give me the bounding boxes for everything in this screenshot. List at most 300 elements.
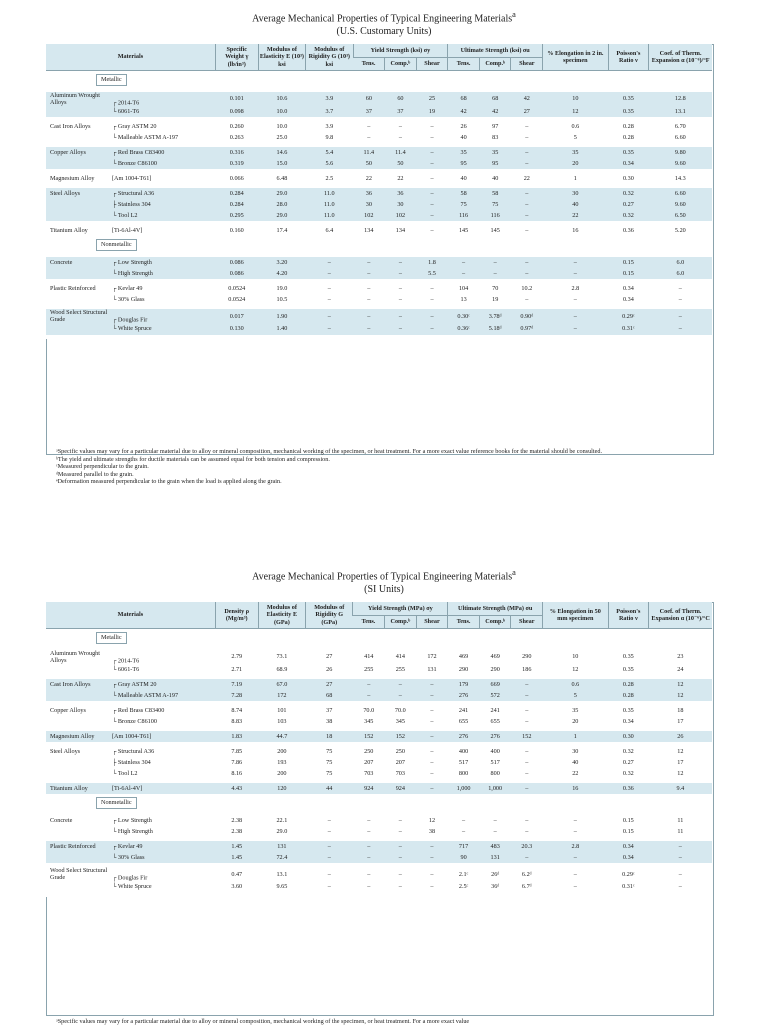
- table-cell: –: [353, 268, 385, 279]
- table-cell: 1,000: [448, 783, 480, 794]
- table-cell: –: [416, 294, 448, 305]
- table-cell: 36: [385, 188, 417, 199]
- table-row: [46, 757, 712, 768]
- table-cell: 0.27: [608, 199, 649, 210]
- table-cell: –: [416, 841, 448, 852]
- material-name: ┌ Gray ASTM 20: [112, 123, 157, 131]
- table-cell: 16: [543, 225, 608, 236]
- material-name: ┌ Low Strength: [112, 816, 152, 824]
- footnote: ᶜMeasured perpendicular to the grain.: [56, 463, 149, 471]
- table-cell: 12: [649, 746, 712, 757]
- table-cell: 6.0: [649, 257, 712, 268]
- table-cell: 0.316: [215, 147, 258, 158]
- table-cell: 50: [353, 158, 385, 169]
- table-cell: 72.4: [258, 852, 305, 863]
- table-cell: –: [353, 132, 385, 143]
- table-cell: –: [306, 294, 353, 305]
- table-cell: 0.284: [215, 188, 258, 199]
- footnote: ᵃSpecific values may vary for a particular material due to alloy or mineral composition, mechanical working of the specimen, or heat treatment. For a more exact value reference books for the material should be consulted.: [56, 448, 602, 455]
- table-cell: 18: [649, 705, 712, 716]
- material-label: [46, 132, 215, 143]
- table-cell: 0.31ᶜ: [608, 882, 649, 893]
- subheader-tens-yield: Tens.: [353, 57, 385, 71]
- table-cell: 0.29ᶜ: [608, 867, 649, 882]
- material-name: ┌ Low Strength: [112, 258, 152, 266]
- table-cell: –: [353, 324, 385, 335]
- footnote: ᵃSpecific values may vary for a particular material due to alloy or mineral composition, mechanical working of the specimen, or heat treatment. For a more exact value: [56, 1018, 470, 1025]
- footnote: ᵈMeasured parallel to the grain.: [56, 470, 134, 478]
- table-cell: –: [306, 852, 353, 863]
- table-cell: 0.086: [215, 268, 258, 279]
- table-cell: –: [448, 826, 480, 837]
- table-cell: 241: [448, 705, 480, 716]
- table-cell: 75: [448, 199, 480, 210]
- table-cell: 12: [649, 679, 712, 690]
- table-cell: 0.35: [608, 705, 649, 716]
- table-row: [46, 852, 712, 863]
- table-cell: –: [511, 783, 543, 794]
- header-yield-strength: Yield Strength (MPa) σy: [353, 602, 448, 615]
- material-label: [46, 690, 215, 701]
- table-cell: 0.295: [215, 210, 258, 221]
- table-cell: –: [416, 783, 448, 794]
- header-modulus-rigidity: Modulus of Rigidity G (10³) ksi: [306, 44, 353, 71]
- table-row: [46, 158, 712, 169]
- material-group: Magnesium Alloy: [50, 733, 95, 741]
- subheader-tens-yield: Tens.: [353, 615, 385, 629]
- material-label: [46, 225, 215, 236]
- table-row: [46, 199, 712, 210]
- table-cell: 25: [416, 92, 448, 107]
- table-cell: 75: [306, 746, 353, 757]
- table-cell: 655: [448, 716, 480, 727]
- table-cell: 1,000: [479, 783, 511, 794]
- material-name: └ Bronze C86100: [112, 160, 157, 168]
- table-cell: –: [416, 757, 448, 768]
- material-label: [46, 716, 215, 727]
- table-cell: –: [511, 199, 543, 210]
- table-cell: –: [385, 132, 417, 143]
- table-cell: 2.8: [543, 841, 608, 852]
- table-cell: 8.83: [215, 716, 258, 727]
- table-row: [46, 309, 712, 324]
- table-cell: 42: [511, 92, 543, 107]
- table-cell: –: [511, 257, 543, 268]
- table-cell: 0.101: [215, 92, 258, 107]
- table-cell: 22.1: [258, 815, 305, 826]
- material-label: [46, 650, 215, 665]
- table-cell: –: [385, 283, 417, 294]
- table-cell: –: [385, 324, 417, 335]
- table-cell: 102: [385, 210, 417, 221]
- table-cell: 5.6: [306, 158, 353, 169]
- table-cell: 276: [448, 690, 480, 701]
- table-cell: –: [385, 268, 417, 279]
- table-cell: 44.7: [258, 731, 305, 742]
- material-name: └ 30% Glass: [112, 853, 145, 861]
- material-group: Plastic Reinforced: [50, 284, 96, 292]
- material-label: [46, 783, 215, 794]
- material-name: [Ti-6Al-4V]: [112, 785, 143, 793]
- table-cell: 0.32: [608, 746, 649, 757]
- table-cell: 0.30: [608, 173, 649, 184]
- table-cell: 0.36ᶜ: [448, 324, 480, 335]
- material-name: └ Bronze C86100: [112, 718, 157, 726]
- si-subtitle: (SI Units): [364, 584, 404, 596]
- table-cell: 1.83: [215, 731, 258, 742]
- table-cell: 40: [543, 757, 608, 768]
- table-cell: –: [353, 826, 385, 837]
- table-cell: 25.0: [258, 132, 305, 143]
- table-cell: 68.9: [258, 664, 305, 675]
- table-cell: 193: [258, 757, 305, 768]
- table-cell: –: [416, 158, 448, 169]
- table-cell: 26ᵈ: [479, 867, 511, 882]
- table-cell: 0.35: [608, 92, 649, 107]
- table-cell: 924: [353, 783, 385, 794]
- table-cell: 0.160: [215, 225, 258, 236]
- material-label: [46, 882, 215, 893]
- table-cell: –: [353, 309, 385, 324]
- material-label: [46, 173, 215, 184]
- table-row: [46, 147, 712, 158]
- material-group: Concrete: [50, 258, 73, 266]
- footnote: ᵇThe yield and ultimate strengths for ductile materials can be assumed equal for both tension and compression.: [56, 455, 330, 463]
- table-cell: 0.32: [608, 188, 649, 199]
- table-cell: 290: [448, 664, 480, 675]
- table-row: [46, 731, 712, 742]
- material-label: [46, 746, 215, 757]
- us-subtitle: (U.S. Customary Units): [336, 26, 432, 38]
- material-name: └ High Strength: [112, 827, 153, 835]
- table-cell: 12: [543, 664, 608, 675]
- table-cell: –: [511, 690, 543, 701]
- header-elongation: % Elongation in 50 mm specimen: [543, 602, 608, 629]
- table-cell: 50: [385, 158, 417, 169]
- header-ultimate-strength: Ultimate Strength (ksi) σu: [448, 44, 543, 57]
- table-cell: 22: [385, 173, 417, 184]
- table-cell: 95: [479, 158, 511, 169]
- table-cell: 0.15: [608, 815, 649, 826]
- us-footnotes: [56, 448, 716, 486]
- material-name: ├ Stainless 304: [112, 759, 151, 767]
- table-cell: –: [448, 268, 480, 279]
- header-modulus-elasticity: Modulus of Elasticity E (GPa): [258, 602, 305, 629]
- table-cell: 669: [479, 679, 511, 690]
- header-modulus-elasticity: Modulus of Elasticity E (10³) ksi: [258, 44, 305, 71]
- table-cell: 0.35: [608, 147, 649, 158]
- table-cell: 8.74: [215, 705, 258, 716]
- table-cell: 29.0: [258, 826, 305, 837]
- table-cell: 0.6: [543, 679, 608, 690]
- table-cell: 0.0524: [215, 294, 258, 305]
- material-name: ┌ Structural A36: [112, 190, 155, 198]
- table-cell: 0.017: [215, 309, 258, 324]
- table-cell: 9.8: [306, 132, 353, 143]
- subheader-comp-yield: Comp.ᵇ: [385, 615, 417, 629]
- material-name: ┌ Douglas Fir: [112, 874, 148, 882]
- subheader-shear-yield: Shear: [416, 57, 448, 71]
- table-cell: –: [385, 257, 417, 268]
- table-cell: 11.4: [385, 147, 417, 158]
- table-cell: –: [385, 309, 417, 324]
- table-cell: –: [543, 268, 608, 279]
- table-cell: 11.0: [306, 188, 353, 199]
- table-cell: 250: [385, 746, 417, 757]
- material-group: Magnesium Alloy: [50, 175, 95, 183]
- table-cell: 60: [385, 92, 417, 107]
- table-cell: 29.0: [258, 210, 305, 221]
- table-cell: 0.30: [608, 731, 649, 742]
- table-cell: 0.15: [608, 826, 649, 837]
- material-label: [46, 147, 215, 158]
- table-cell: 120: [258, 783, 305, 794]
- table-cell: 517: [448, 757, 480, 768]
- table-cell: 26: [649, 731, 712, 742]
- table-cell: 37: [306, 705, 353, 716]
- table-cell: 0.35: [608, 664, 649, 675]
- table-cell: –: [543, 309, 608, 324]
- table-cell: 2.38: [215, 815, 258, 826]
- category-metallic: Metallic: [96, 632, 127, 643]
- table-cell: –: [416, 768, 448, 779]
- table-cell: 19: [479, 294, 511, 305]
- table-cell: 517: [479, 757, 511, 768]
- table-cell: –: [306, 309, 353, 324]
- material-name: ┌ 2014-T6: [112, 99, 140, 107]
- table-cell: 172: [416, 650, 448, 665]
- table-cell: 2.38: [215, 826, 258, 837]
- table-cell: 145: [479, 225, 511, 236]
- table-cell: –: [416, 147, 448, 158]
- table-cell: 3.9: [306, 121, 353, 132]
- table-cell: –: [416, 225, 448, 236]
- table-cell: 5.4: [306, 147, 353, 158]
- material-label: [46, 257, 215, 268]
- table-cell: 11.4: [353, 147, 385, 158]
- table-cell: 2.8: [543, 283, 608, 294]
- table-row: [46, 882, 712, 893]
- table-cell: –: [416, 283, 448, 294]
- table-row: [46, 225, 712, 236]
- material-name: [Am 1004-T61]: [112, 175, 152, 183]
- table-cell: –: [353, 815, 385, 826]
- table-cell: –: [385, 867, 417, 882]
- table-cell: 290: [479, 664, 511, 675]
- table-cell: –: [353, 841, 385, 852]
- table-cell: 703: [353, 768, 385, 779]
- table-row: [46, 679, 712, 690]
- table-cell: 3.60: [215, 882, 258, 893]
- table-cell: 16: [543, 783, 608, 794]
- table-cell: –: [511, 768, 543, 779]
- us-title: Average Mechanical Properties of Typical Engineering Materials: [252, 13, 513, 25]
- material-name: └ Tool L2: [112, 212, 138, 220]
- material-label: [46, 121, 215, 132]
- category-nonmetallic: Nonmetallic: [96, 239, 137, 250]
- table-cell: 38: [416, 826, 448, 837]
- material-name: ┌ Kevlar 49: [112, 284, 143, 292]
- table-cell: 19: [416, 106, 448, 117]
- table-row: [46, 768, 712, 779]
- header-materials: Materials: [46, 44, 215, 71]
- table-cell: 207: [385, 757, 417, 768]
- table-cell: 6.60: [649, 188, 712, 199]
- table-cell: –: [385, 841, 417, 852]
- header-poisson: Poisson's Ratio ν: [608, 44, 649, 71]
- table-cell: –: [306, 815, 353, 826]
- table-cell: –: [511, 121, 543, 132]
- table-cell: –: [306, 841, 353, 852]
- table-row: [46, 257, 712, 268]
- table-row: [46, 132, 712, 143]
- header-density: Density ρ (Mg/m³): [215, 602, 258, 629]
- table-row: [46, 268, 712, 279]
- table-cell: –: [416, 199, 448, 210]
- table-cell: 12: [649, 690, 712, 701]
- table-cell: 0.28: [608, 132, 649, 143]
- table-cell: 5.18ᵈ: [479, 324, 511, 335]
- table-cell: 655: [479, 716, 511, 727]
- material-group: Wood Select Structural Grade: [50, 866, 108, 882]
- table-cell: 30: [353, 199, 385, 210]
- material-label: [46, 158, 215, 169]
- table-cell: –: [649, 309, 712, 324]
- table-cell: –: [416, 679, 448, 690]
- table-cell: –: [416, 867, 448, 882]
- table-cell: –: [416, 716, 448, 727]
- table-cell: 0.28: [608, 121, 649, 132]
- table-cell: 2.1ᶜ: [448, 867, 480, 882]
- material-group: Concrete: [50, 816, 73, 824]
- table-cell: 12: [416, 815, 448, 826]
- table-cell: –: [385, 690, 417, 701]
- table-cell: 29.0: [258, 188, 305, 199]
- table-cell: 0.086: [215, 257, 258, 268]
- table-cell: –: [511, 826, 543, 837]
- table-cell: –: [416, 746, 448, 757]
- table-cell: 70.0: [385, 705, 417, 716]
- table-cell: –: [353, 690, 385, 701]
- subheader-comp-ultimate: Comp.ᵇ: [479, 57, 511, 71]
- material-label: [46, 867, 215, 882]
- table-cell: 17: [649, 716, 712, 727]
- material-name: [Ti-6Al-4V]: [112, 227, 143, 235]
- header-modulus-rigidity: Modulus of Rigidity G (GPa): [306, 602, 353, 629]
- material-label: [46, 815, 215, 826]
- table-cell: 116: [448, 210, 480, 221]
- table-cell: –: [479, 257, 511, 268]
- table-cell: 0.90ᵈ: [511, 309, 543, 324]
- table-cell: –: [416, 690, 448, 701]
- table-cell: –: [416, 210, 448, 221]
- material-group: Copper Alloys: [50, 707, 86, 715]
- table-cell: 255: [385, 664, 417, 675]
- material-label: [46, 199, 215, 210]
- table-cell: 13.1: [258, 867, 305, 882]
- table-cell: 24: [649, 664, 712, 675]
- material-group: Plastic Reinforced: [50, 842, 96, 850]
- table-cell: 12: [543, 106, 608, 117]
- material-label: [46, 324, 215, 335]
- table-cell: 0.32: [608, 768, 649, 779]
- table-cell: 6.7ᵈ: [511, 882, 543, 893]
- subheader-tens-ultimate: Tens.: [448, 57, 480, 71]
- table-row: [46, 173, 712, 184]
- table-cell: 8.16: [215, 768, 258, 779]
- table-cell: 27: [306, 650, 353, 665]
- table-cell: 10.0: [258, 106, 305, 117]
- table-cell: 276: [448, 731, 480, 742]
- table-row: [46, 294, 712, 305]
- table-cell: 414: [385, 650, 417, 665]
- table-cell: –: [385, 679, 417, 690]
- material-label: [46, 188, 215, 199]
- table-cell: 186: [511, 664, 543, 675]
- table-cell: 10.5: [258, 294, 305, 305]
- table-cell: 27: [306, 679, 353, 690]
- table-cell: –: [416, 188, 448, 199]
- table-cell: 35: [543, 147, 608, 158]
- category-nonmetallic: Nonmetallic: [96, 797, 137, 808]
- material-label: [46, 268, 215, 279]
- table-cell: 0.35: [608, 106, 649, 117]
- table-cell: 11.0: [306, 210, 353, 221]
- material-name: └ Malleable ASTM A-197: [112, 134, 179, 142]
- table-cell: 19.0: [258, 283, 305, 294]
- table-cell: 14.3: [649, 173, 712, 184]
- table-cell: 145: [448, 225, 480, 236]
- table-cell: 58: [479, 188, 511, 199]
- table-cell: 134: [385, 225, 417, 236]
- table-cell: –: [306, 867, 353, 882]
- table-cell: –: [306, 257, 353, 268]
- material-label: [46, 210, 215, 221]
- table-cell: –: [353, 294, 385, 305]
- table-cell: 0.35: [608, 650, 649, 665]
- table-cell: –: [353, 283, 385, 294]
- table-cell: –: [385, 294, 417, 305]
- material-label: [46, 826, 215, 837]
- table-cell: 290: [511, 650, 543, 665]
- table-cell: 15.0: [258, 158, 305, 169]
- material-name: ┌ Red Brass C83400: [112, 149, 165, 157]
- table-cell: 35: [448, 147, 480, 158]
- table-cell: 20: [543, 158, 608, 169]
- subheader-comp-yield: Comp.ᵇ: [385, 57, 417, 71]
- material-label: [46, 294, 215, 305]
- table-cell: –: [543, 867, 608, 882]
- header-materials: Materials: [46, 602, 215, 629]
- table-cell: 5.20: [649, 225, 712, 236]
- material-name: └ White Spruce: [112, 883, 152, 891]
- table-cell: 30: [543, 188, 608, 199]
- table-row: [46, 815, 712, 826]
- table-cell: 131: [416, 664, 448, 675]
- table-cell: 38: [306, 716, 353, 727]
- table-cell: 3.7: [306, 106, 353, 117]
- table-cell: 44: [306, 783, 353, 794]
- si-title-block: Average Mechanical Properties of Typical Engineering Materials$^a$ (SI Units): [0, 566, 768, 596]
- material-name: ┌ Gray ASTM 20: [112, 681, 157, 689]
- material-group: Steel Alloys: [50, 190, 81, 198]
- header-elongation: % Elongation in 2 in. specimen: [543, 44, 608, 71]
- table-cell: 37: [353, 106, 385, 117]
- table-cell: 345: [385, 716, 417, 727]
- material-group: Steel Alloys: [50, 748, 81, 756]
- table-row: [46, 92, 712, 107]
- table-cell: 20.3: [511, 841, 543, 852]
